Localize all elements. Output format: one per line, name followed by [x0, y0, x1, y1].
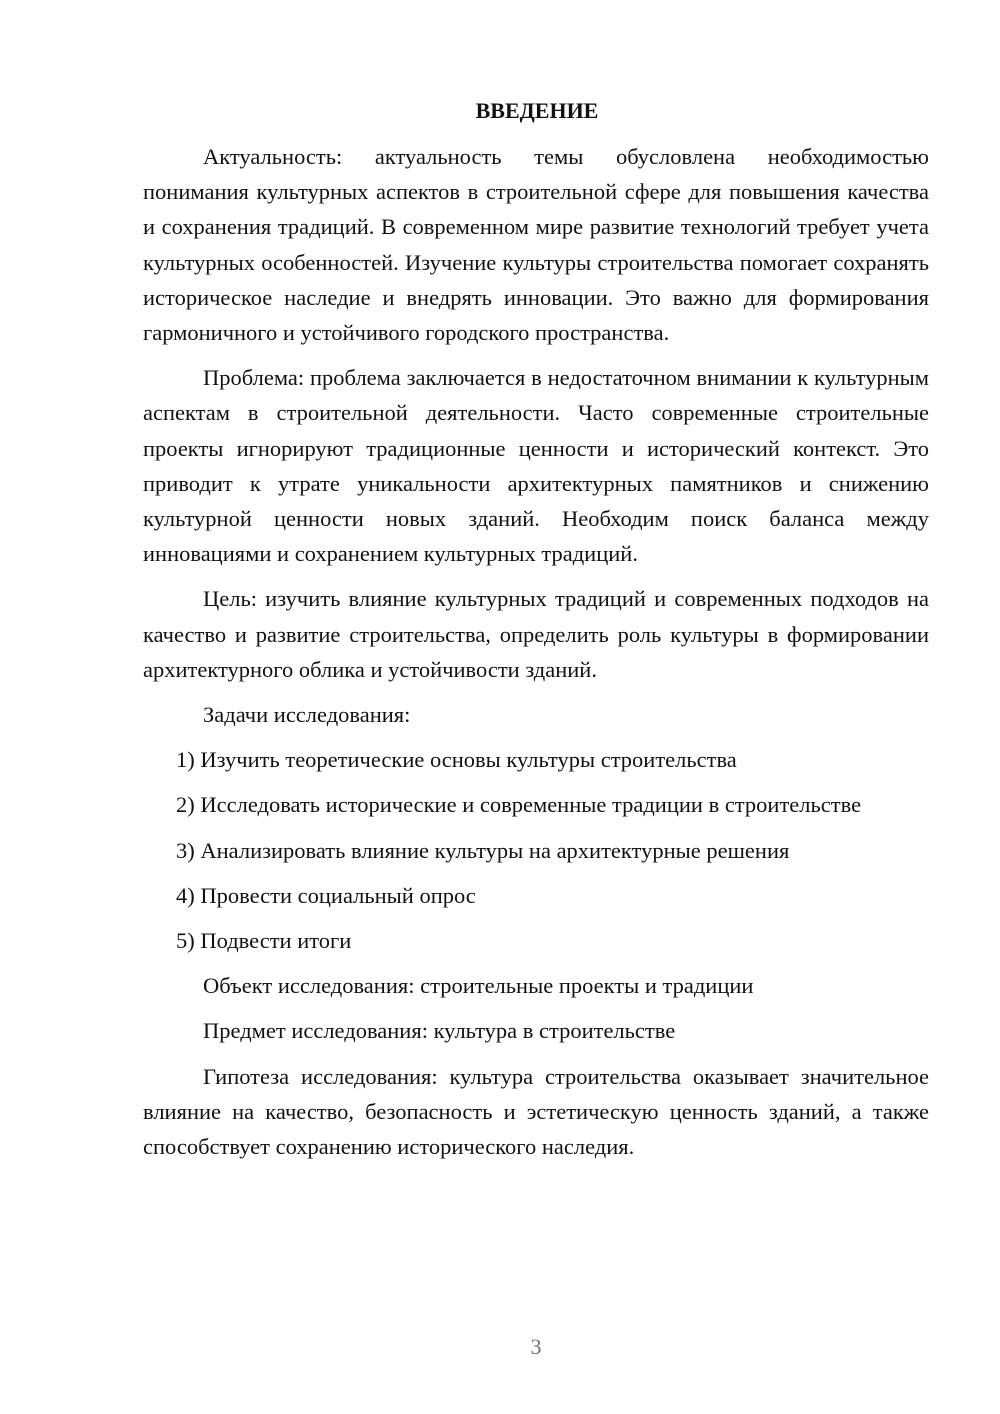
task-item-4: 4) Провести социальный опрос	[176, 882, 476, 908]
tasks-heading: Задачи исследования:	[203, 702, 411, 728]
problem-paragraph: Проблема: проблема заключается в недостаточном внимании к культурным аспектам в строительной деятельности. Часто современные строительные проекты игнорируют традиционные ценности и исторический контекст. Это приводит к утрате уникальности архитектурных памятников и снижению культурной ценности новых зданий. Необходим поиск баланса между инновациями и сохранением культурных традиций.	[143, 365, 929, 567]
research-object: Объект исследования: строительные проекты и традиции	[203, 973, 754, 999]
goal-paragraph: Цель: изучить влияние культурных традиций и современных подходов на качество и развитие строительства, определить роль культуры в формировании архитектурного облика и устойчивости зданий.	[143, 586, 929, 682]
task-item-2: 2) Исследовать исторические и современные традиции в строительстве	[176, 792, 862, 818]
page-number: 3	[530, 1334, 542, 1359]
task-item-3: 3) Анализировать влияние культуры на архитектурные решения	[176, 837, 790, 863]
tasks-list	[143, 742, 929, 958]
task-item-5: 5) Подвести итоги	[176, 928, 352, 954]
hypothesis-paragraph: Гипотеза исследования: культура строительства оказывает значительное влияние на качество, безопасность и эстетическую ценность зданий, а также способствует сохранению исторического наследия.	[143, 1063, 929, 1160]
relevance-paragraph: Актуальность: актуальность темы обусловлена необходимостью понимания культурных аспектов в строительной сфере для повышения качества и сохранения традиций. В современном мире развитие технологий требует учета культурных особенностей. Изучение культуры строительства помогает сохранять историческое наследие и внедрять инновации. Это важно для формирования гармоничного и устойчивого городского пространства.	[143, 144, 929, 346]
task-item-1: 1) Изучить теоретические основы культуры строительства	[176, 747, 737, 773]
research-subject: Предмет исследования: культура в строительстве	[203, 1018, 676, 1044]
document-body	[143, 94, 929, 1174]
page-title: ВВЕДЕНИЕ	[475, 98, 599, 123]
